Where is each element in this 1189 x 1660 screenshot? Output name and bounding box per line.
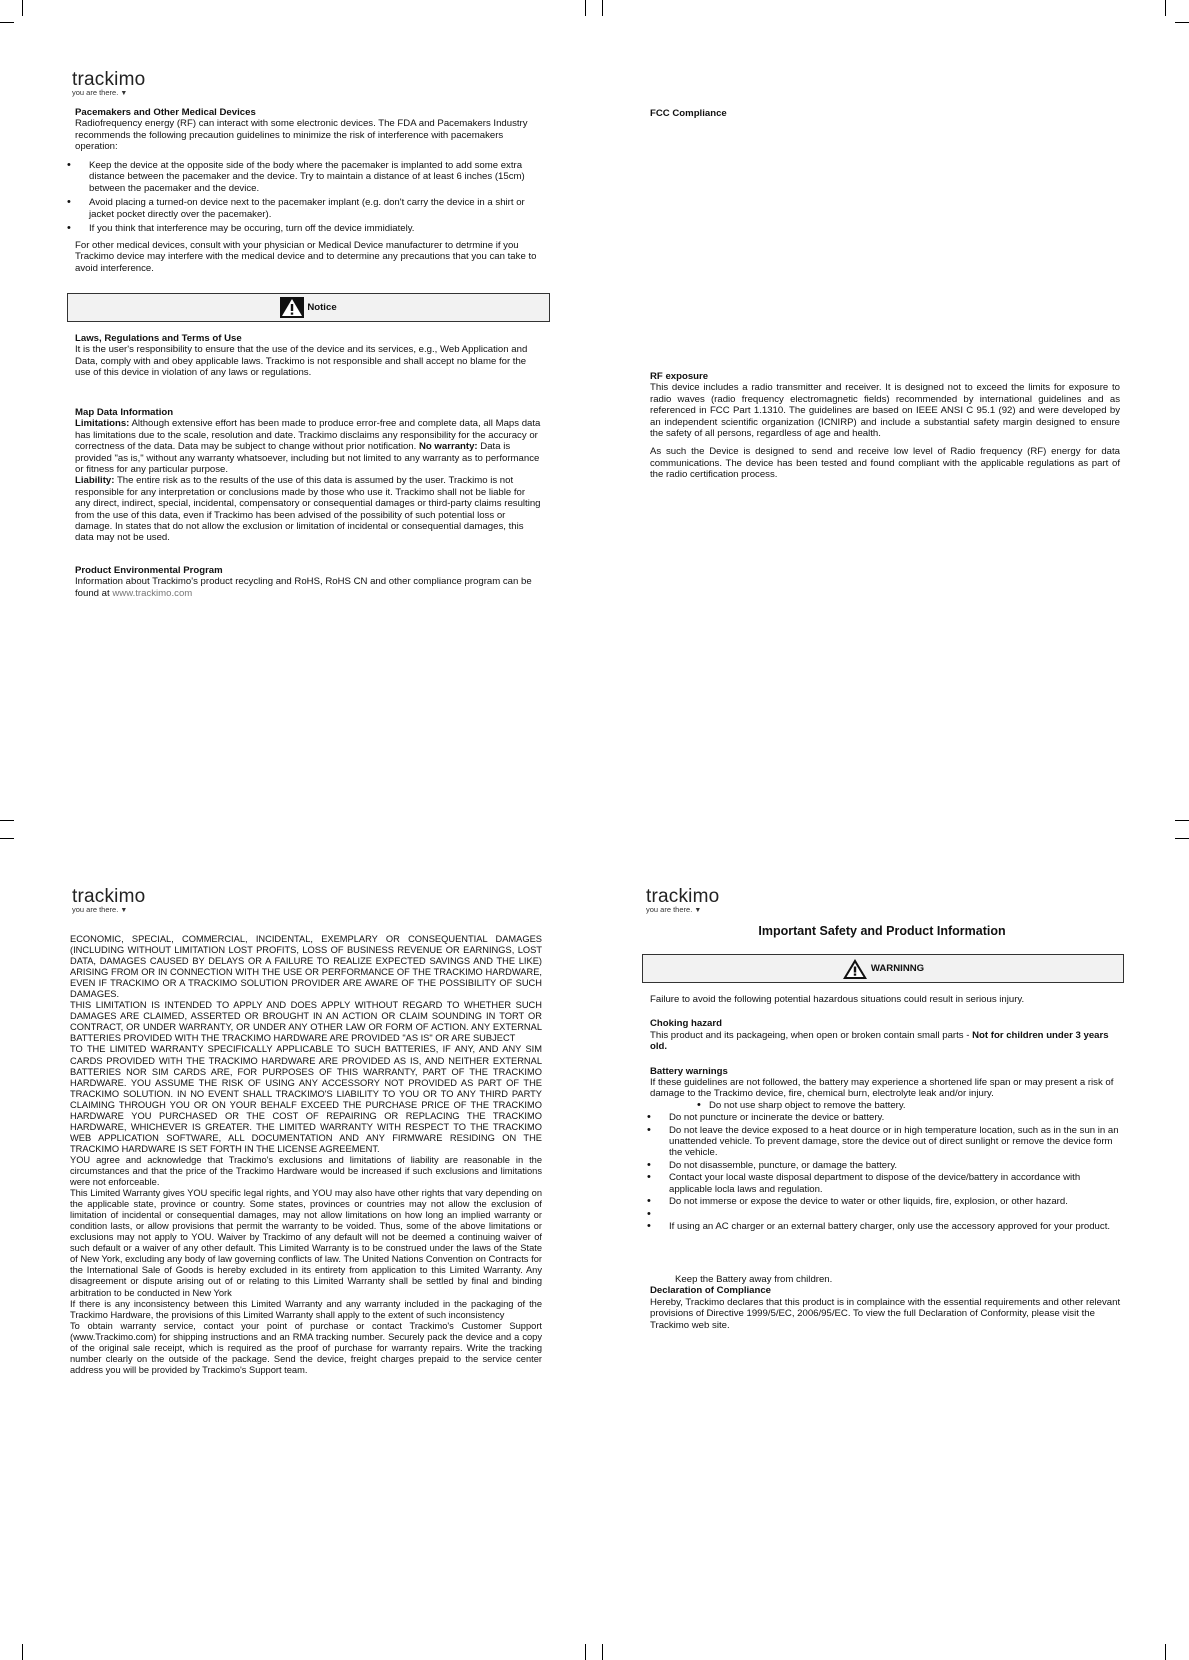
trackimo-logo — [646, 887, 719, 915]
notice-warning-icon — [280, 297, 304, 318]
laws-section — [75, 333, 541, 379]
list-item: • Keep the device at the opposite side of the body where the pacemaker is implanted to add some extra distance between the pacemaker and the device. Try to maintain a distance of at least 6 inches (15cm) between the pacemaker and the device. — [67, 160, 541, 194]
pacemakers-closing — [75, 240, 541, 274]
environmental-section — [75, 565, 541, 599]
logo-tagline — [72, 906, 145, 915]
list-item: • Do not leave the device exposed to a heat dource or in high temperature location, such as in the sun in an unattended vehicle. To prevent damage, store the device out of direct sunlight or remove the device form the vehicle. — [647, 1125, 1122, 1159]
liability-text: The entire risk as to the results of the use of this data is assumed by the user. Trackimo is not responsible for any interpretation or conclusions made by those who use it. Trackimo shall not be liable for any direct, indirect, special, incidental, compensatory or consequential damages or third-party claims resulting from the use of this data, even if Trackimo has been advised of the possibility of such potential loss or damage. In states that do not allow the exclusion or limitation of incidental or consequential damages, this data may not be used. — [75, 475, 541, 544]
warranty-paragraph: ECONOMIC, SPECIAL, COMMERCIAL, INCIDENTAL, EXEMPLARY OR CONSEQUENTIAL DAMAGES (INCLUDING WITHOUT LIMITATION LOST PROFITS, LOSS OF BUSINESS REVENUE OR EARNINGS, LOST DATA, DAMAGES CAUSED BY DELAYS OR A FAILURE TO REALIZE EXPECTED SAVINGS AND THE LIKE) ARISING FROM OR IN CONNECTION WITH THE USE OR PERFORMANCE OF THE TRACKIMO HARDWARE, EVEN IF TRACKIMO OR A TRACKIMO SOLUTION PROVIDER ARE AWARE OF THE POSSIBILITY OF SUCH DAMAGES. — [70, 934, 542, 1000]
battery-keep-away: Keep the Battery away from children. — [675, 1273, 833, 1285]
limitations-text: Although extensive effort has been made to produce error-free and complete data, all Maps data has limitations due to the scale, resolution and date. Trackimo disclaims any responsibility for the accuracy or correctness of the data. Data may be subject to change without prior notification. — [75, 418, 541, 453]
crop-mark — [1175, 838, 1189, 839]
list-item: • If using an AC charger or an external battery charger, only use the accessory approved for your product. — [647, 1221, 1122, 1232]
env-text: Information about Trackimo's product recycling and RoHS, RoHS CN and other compliance program can be found at — [75, 576, 532, 599]
list-item: • Do not immerse or expose the device to water or other liquids, fire, explosion, or other hazard. — [647, 1196, 1122, 1207]
choking-heading: Choking hazard — [650, 1018, 722, 1030]
safety-content — [650, 994, 1122, 1331]
fcc-section — [650, 108, 1120, 119]
battery-intro: If these guidelines are not followed, the battery may experience a shortened life span or may present a risk of damage to the Trackimo device, fire, chemical burn, electrolyte leak and/or injury. — [650, 1077, 1114, 1100]
crop-mark — [0, 820, 14, 821]
map-liability — [75, 475, 541, 543]
logo-wordmark: trackimo — [72, 69, 146, 90]
warranty-text: Data is provided "as is," without any warranty whatsoever, including but not limited to any warranty as to performance or fitness for any particular purpose. — [75, 441, 540, 476]
declaration-body: Hereby, Trackimo declares that this product is in complaince with the essential requirements and other relevant provisions of Directive 1999/5/EC, 2006/95/EC. To view the full Declaration of Conformity, please visit the Trackimo web site. — [650, 1296, 1121, 1331]
warranty-terms — [70, 934, 542, 1376]
crop-mark — [1165, 0, 1166, 16]
warning-triangle-icon — [842, 958, 868, 980]
warranty-paragraph: THIS LIMITATION IS INTENDED TO APPLY AND DOES APPLY WITHOUT REGARD TO WHETHER SUCH DAMAGES ARE CLAIMED, ASSERTED OR BROUGHT IN AN ACTION OR CLAIM SOUNDING IN TORT OR CONTRACT, OR UNDER WARRANTY, OR UNDER ANY OTHER LAW OR FORM OF ACTION. ANY EXTERNAL BATTERIES PROVIDED WITH THE TRACKIMO HARDWARE ARE PROVIDED "AS IS" OR ARE SUBJECT — [70, 1000, 542, 1044]
pacemakers-bullet-list — [67, 160, 541, 234]
crop-mark — [585, 0, 586, 16]
crop-mark — [1165, 1644, 1166, 1660]
map-data-section — [75, 407, 541, 544]
safety-title: Important Safety and Product Information — [758, 924, 1006, 938]
list-item: • Do not puncture or incinerate the device or battery. — [647, 1112, 1122, 1123]
crop-mark — [0, 22, 14, 23]
trackimo-logo — [72, 70, 145, 98]
notice-box — [67, 293, 550, 322]
declaration-heading: Declaration of Compliance — [650, 1285, 772, 1297]
limitations-label: Limitations: — [75, 418, 130, 430]
list-item: • Contact your local waste disposal department to dispose of the device/battery in accordance with applicable locla laws and regulation. — [647, 1172, 1122, 1195]
warning-label: WARNINNG — [870, 962, 925, 974]
pacemakers-heading: Pacemakers and Other Medical Devices — [75, 107, 256, 118]
crop-mark — [1175, 820, 1189, 821]
env-body — [75, 576, 541, 599]
warranty-label: No warranty: — [416, 441, 478, 453]
rf-exposure-section — [650, 371, 1120, 481]
liability-label: Liability: — [75, 475, 115, 487]
env-heading: Product Environmental Program — [75, 565, 223, 576]
list-item: • Avoid placing a turned-on device next to the pacemaker implant (e.g. don't carry the device in a shirt or jacket pocket directly over the pacemaker). — [67, 197, 541, 220]
fcc-heading: FCC Compliance — [650, 108, 727, 119]
choking-age-warning: Not for children under 3 years old. — [650, 1029, 1109, 1053]
crop-mark — [22, 1644, 23, 1660]
tagline-triangle-icon: ▼ — [120, 907, 128, 914]
crop-mark — [602, 0, 603, 16]
crop-mark — [0, 838, 14, 839]
crop-mark — [1175, 22, 1189, 23]
laws-heading: Laws, Regulations and Terms of Use — [75, 333, 242, 344]
trackimo-link[interactable]: www.trackimo.com — [112, 587, 193, 599]
safety-title-wrap — [642, 926, 1122, 937]
warranty-paragraph: TO THE LIMITED WARRANTY SPECIFICALLY APPLICABLE TO SUCH BATTERIES, IF ANY, AND ANY SIM CARDS PROVIDED WITH THE TRACKIMO HARDWARE ARE PROVIDED AS IS, AND NEITHER EXTERNAL BATTERIES NOR SIM CARDS ARE, FOR PURPOSES OF THIS WARRANTY, PART OF THE TRACKIMO HARDWARE. YOU ASSUME THE RISK OF USING ANY ACCESSORY NOT PROVIDED AS PART OF THE TRACKIMO SOLUTION. IN NO EVENT SHALL TRACKIMO'S LIABILITY TO YOU OR TO ANY THIRD PARTY CLAIMING THROUGH YOU OR ON YOUR BEHALF EXCEED THE PURCHASE PRICE OF THE TRACKIMO HARDWARE YOU PURCHASED OR THE COST OF REPAIRING OR REPLACING THE TRACKIMO HARDWARE, WHICHEVER IS GREATER. THE LIMITED WARRANTY WITH RESPECT TO THE TRACKIMO WEB APPLICATION SOFTWARE, ALL DOCUMENTATION AND ANY FIRMWARE RESIDING ON THE TRACKIMO HARDWARE IS SET FORTH IN THE LICENSE AGREEMENT. — [70, 1044, 542, 1154]
tagline-triangle-icon: ▼ — [120, 90, 128, 97]
logo-tagline — [646, 906, 719, 915]
logo-wordmark: trackimo — [72, 886, 146, 907]
pacemakers-closing-text: For other medical devices, consult with your physician or Medical Device manufacturer to detrmine if you Trackimo device may interfere with the medical device and to determine any precautions that you can take to avoid interference. — [75, 240, 537, 274]
crop-mark — [602, 1644, 603, 1660]
list-item: • Do not use sharp object to remove the battery. — [697, 1100, 1122, 1111]
rf-paragraph-2: As such the Device is designed to send and receive low level of Radio frequency (RF) energy for data communications. The device has been tested and found compliant with the applicable regulations as part of the radio certification process. — [650, 446, 1120, 481]
choking-text: This product and its packageing, when open or broken contain small parts - — [650, 1029, 973, 1041]
battery-bullet-list — [647, 1112, 1122, 1232]
list-item: • If you think that interference may be occuring, turn off the device immidiately. — [67, 223, 541, 234]
pacemakers-intro: Radiofrequency energy (RF) can interact with some electronic devices. The FDA and Pacemakers Industry recommends the following precaution guidelines to minimize the risk of interference with pacemakers operation: — [75, 118, 528, 153]
tagline-text: you are there. — [72, 905, 119, 914]
warranty-paragraph: This Limited Warranty gives YOU specific legal rights, and YOU may also have other rights that vary depending on the applicable state, province or country. Some states, provinces or countries may not allow the exclusion of limitation of incidental or consequential damages, may not allow limitations on how long an implied warranty or condition lasts, or allow provisions that permit the warranty to be voided. Thus, some of the above limitations or exclusions may not apply to YOU. Waiver by Trackimo of any default will not be deemed a continuing waiver of such default or a waiver of any other default. This Limited Warranty is to be construed under the laws of the State of New York, excluding any body of law governing conflicts of law. The United Nations Convention on Contracts for the International Sale of Goods is hereby excluded in its entirety from application to this Limited Warranty. Any disagreement or dispute arising out of or relating to this Limited Warranty shall be settled by final and binding arbitration to be conducted in New York — [70, 1188, 542, 1298]
warranty-paragraph: To obtain warranty service, contact your point of purchase or contact Trackimo's Customer Support (www.Trackimo.com) for shipping instructions and an RMA tracking number. Securely pack the device and a copy of the original sale receipt, which is required as the proof of purchase for warranty repairs. Write the tracking number clearly on the outside of the package. Send the device, freight charges prepaid to the service center address you will be provided by Trackimo's Support team. — [70, 1320, 542, 1375]
battery-sub-list — [650, 1100, 1122, 1111]
tagline-text: you are there. — [646, 905, 693, 914]
warranty-paragraph: YOU agree and acknowledge that Trackimo's exclusions and limitations of liability are reasonable in the circumstances and that the price of the Trackimo Hardware would be increased if such exclusions and limitations were not enforceable. — [70, 1154, 542, 1188]
trackimo-logo — [72, 887, 145, 915]
list-item: • Do not disassemble, puncture, or damage the battery. — [647, 1160, 1122, 1171]
warning-box — [642, 954, 1124, 983]
warranty-paragraph: If there is any inconsistency between this Limited Warranty and any warranty included in the packaging of the Trackimo Hardware, the provisions of this Limited Warranty shall apply to the extent of such inconsistency — [70, 1298, 542, 1320]
choking-body — [650, 1030, 1122, 1053]
crop-mark — [22, 0, 23, 16]
crop-mark — [585, 1644, 586, 1660]
tagline-triangle-icon: ▼ — [694, 907, 702, 914]
map-limitations — [75, 418, 541, 475]
logo-wordmark: trackimo — [646, 886, 720, 907]
map-heading: Map Data Information — [75, 407, 174, 418]
safety-intro: Failure to avoid the following potential hazardous situations could result in serious injury. — [650, 994, 1025, 1005]
pacemakers-section — [75, 107, 541, 153]
list-item — [647, 1209, 1122, 1220]
rf-heading: RF exposure — [650, 371, 709, 382]
battery-heading: Battery warnings — [650, 1065, 728, 1077]
rf-paragraph-1: This device includes a radio transmitter and receiver. It is designed not to exceed the limits for exposure to radio waves (radio frequency electromagnetic fields) recommended by international guidelines and as referenced in FCC Part 1.1310. The guidelines are based on IEEE ANSI C 95.1 (92) and were developed by an independent scientific organization (ICNIRP) and include a substantial safety margin designed to ensure the safety of all persons, regardless of age and health. — [650, 382, 1120, 440]
notice-label: Notice — [307, 301, 337, 313]
logo-tagline — [72, 89, 145, 98]
laws-body: It is the user's responsibility to ensure that the use of the device and its services, e.g., Web Application and Data, comply with and obey applicable laws. Trackimo is not responsible and shall accept no blame for the use of this device in violation of any laws or regulations. — [75, 344, 528, 379]
tagline-text: you are there. — [72, 88, 119, 97]
pacemakers-bullets — [67, 160, 541, 234]
